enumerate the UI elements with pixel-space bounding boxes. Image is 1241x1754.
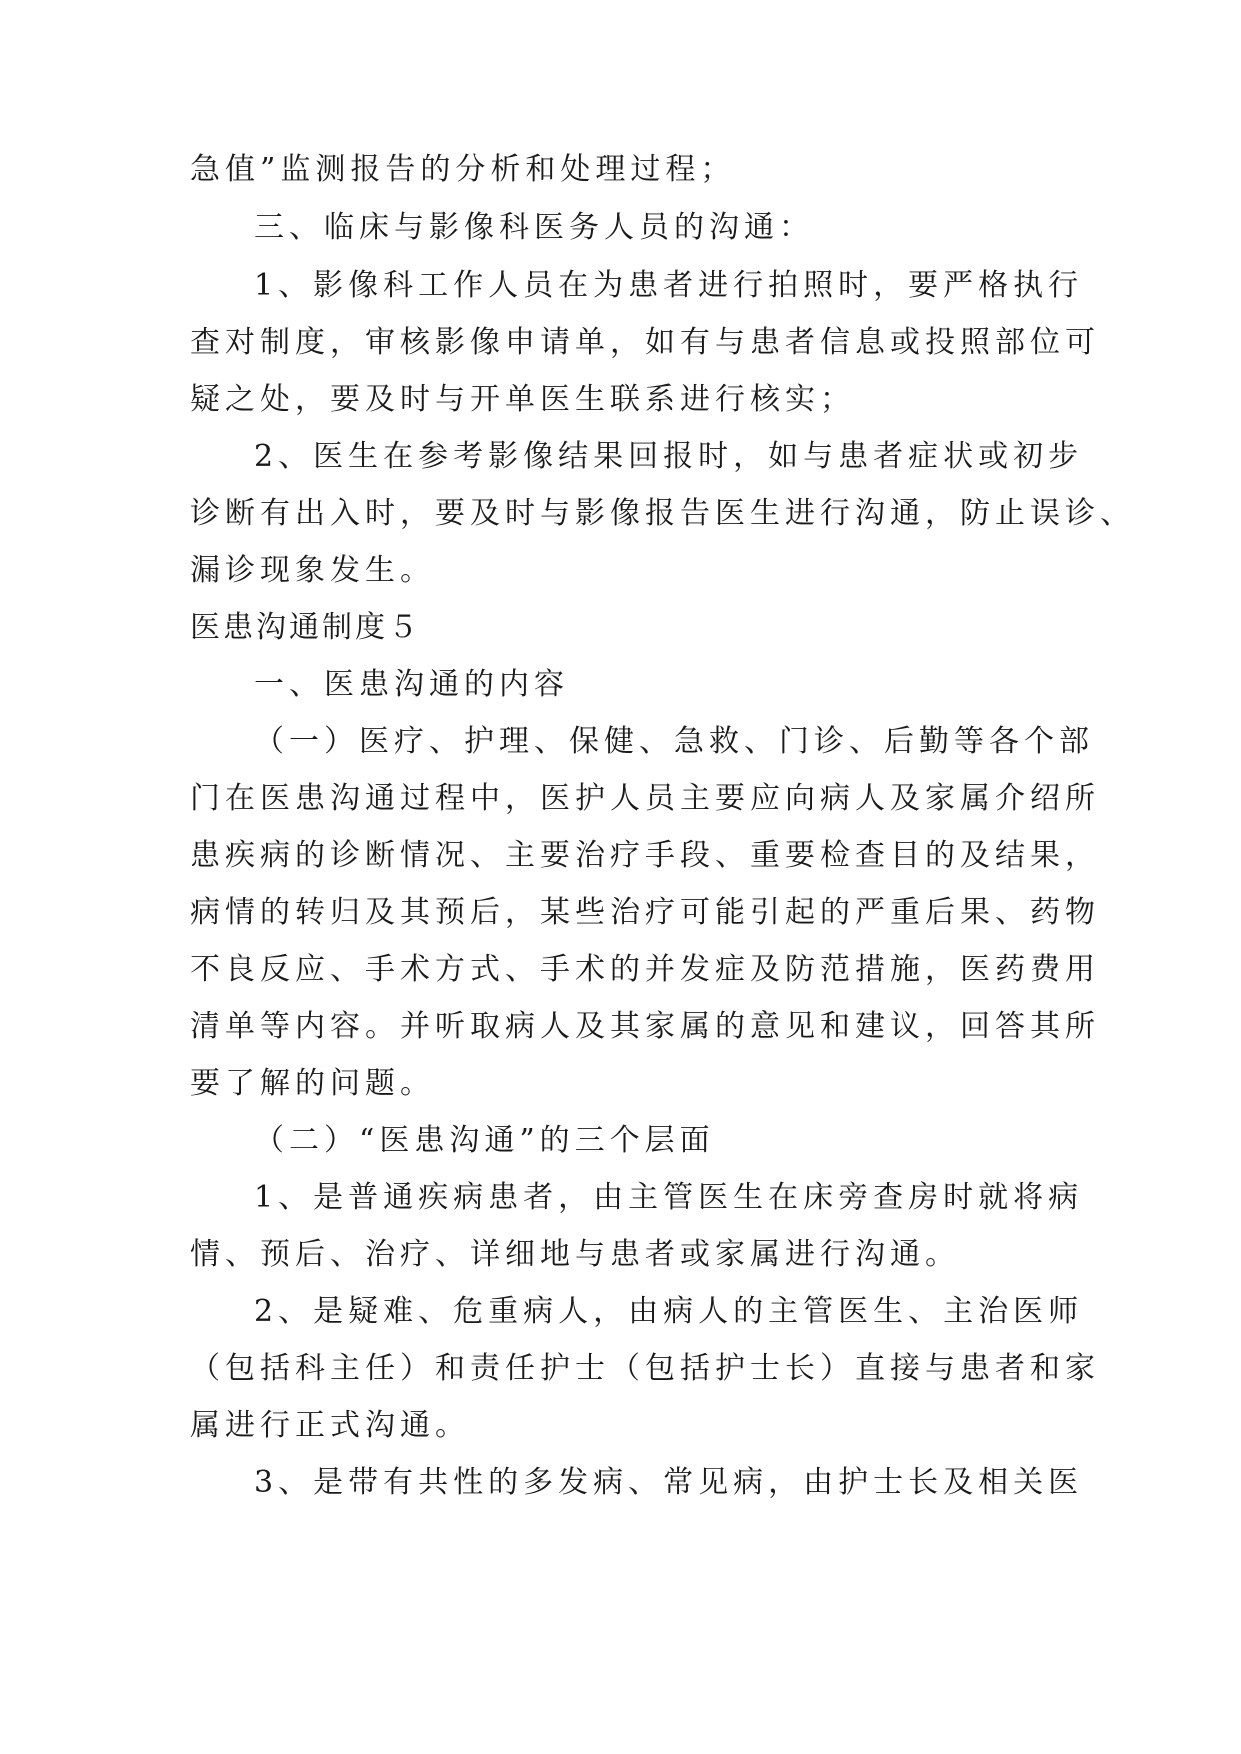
text-line: 3、是带有共性的多发病、常见病，由护士长及相关医 [254,1465,1084,1500]
text-line: 急值”监测报告的分析和处理过程； [190,152,736,187]
text-line: 属进行正式沟通。 [190,1408,470,1443]
text-line: 要了解的问题。 [190,1066,435,1101]
document-title: 医患沟通制度５ [190,610,421,645]
text-line: （一）医疗、护理、保健、急救、门诊、后勤等各个部 [254,724,1094,759]
section-heading: 三、临床与影像科医务人员的沟通： [254,210,814,245]
text-line: 情、预后、治疗、详细地与患者或家属进行沟通。 [190,1237,960,1272]
text-line: 门在医患沟通过程中，医护人员主要应向病人及家属介绍所 [190,781,1100,816]
text-line: 查对制度，审核影像申请单，如有与患者信息或投照部位可 [190,325,1100,360]
text-line: 2、是疑难、危重病人，由病人的主管医生、主治医师 [254,1294,1084,1329]
text-line: 诊断有出入时，要及时与影像报告医生进行沟通，防止误诊、 [190,496,1135,531]
text-line: 1、是普通疾病患者，由主管医生在床旁查房时就将病 [254,1180,1084,1215]
section-heading: （二）“医患沟通”的三个层面 [254,1123,715,1158]
text-line: 病情的转归及其预后，某些治疗可能引起的严重后果、药物 [190,895,1100,930]
text-line: 1、影像科工作人员在为患者进行拍照时，要严格执行 [254,268,1084,303]
text-line: 漏诊现象发生。 [190,553,435,588]
text-line: （包括科主任）和责任护士（包括护士长）直接与患者和家 [190,1351,1100,1386]
text-line: 不良反应、手术方式、手术的并发症及防范措施，医药费用 [190,952,1100,987]
section-heading: 一、医患沟通的内容 [254,667,569,702]
text-line: 2、医生在参考影像结果回报时，如与患者症状或初步 [254,439,1084,474]
text-line: 清单等内容。并听取病人及其家属的意见和建议，回答其所 [190,1009,1100,1044]
text-line: 患疾病的诊断情况、主要治疗手段、重要检查目的及结果， [190,838,1100,873]
text-line: 疑之处，要及时与开单医生联系进行核实； [190,382,855,417]
